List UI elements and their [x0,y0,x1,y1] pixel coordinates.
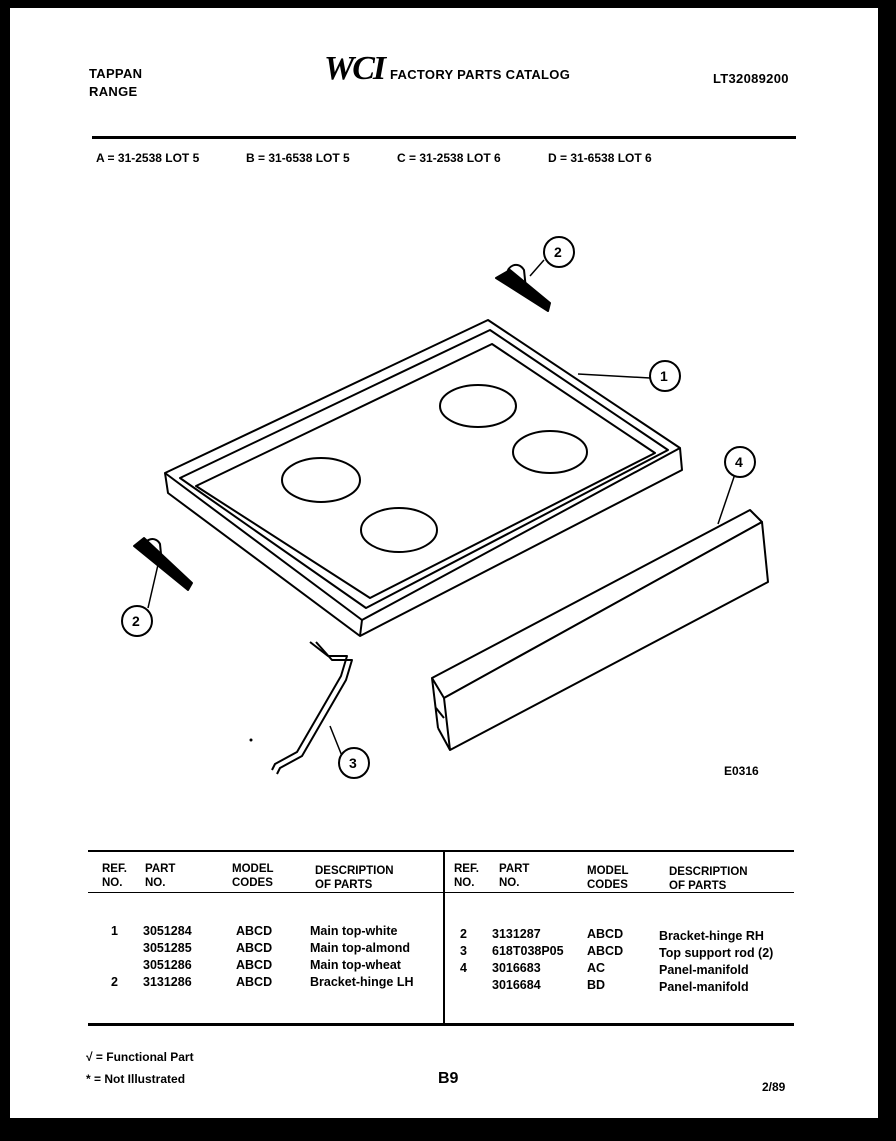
catalog-page [10,8,878,1118]
callout-3: 3 [349,755,357,771]
table-cell [111,957,118,974]
table-bottom-rule [88,1023,794,1026]
table-cell: Bracket-hinge LH [310,975,414,989]
right-desc-column [659,928,773,996]
table-cell: Bracket-hinge RH [659,929,764,943]
bracket-hinge-rh-drawing [496,265,550,311]
lot-a: A = 31-2538 LOT 5 [96,151,200,165]
table-cell: AC [587,961,606,975]
table-cell: 3016684 [492,978,541,992]
model-number: LT32089200 [713,71,789,86]
lot-b: B = 31-6538 LOT 5 [246,151,350,165]
brand-line-1: TAPPAN [89,66,143,81]
left-codes-column [236,923,272,991]
figure-code: E0316 [724,764,759,778]
header-model-codes-left: MODEL CODES [232,863,274,889]
top-support-rod-drawing [272,642,352,774]
catalog-date: 2/89 [762,1080,786,1094]
right-part-column [492,926,564,994]
table-cell: ABCD [236,958,273,972]
header-part-no-left: PART NO. [145,863,176,889]
lot-d: D = 31-6538 LOT 6 [548,151,652,165]
header-part-no-right: PART NO. [499,863,530,889]
brand-line-2: RANGE [89,84,138,99]
wci-logo: WCI [324,50,385,87]
catalog-title: FACTORY PARTS CATALOG [390,67,571,82]
table-cell: 1 [111,924,118,938]
table-cell: ABCD [236,975,273,989]
table-cell: Main top-wheat [310,958,401,972]
header-model-codes-right: MODEL CODES [587,865,629,891]
table-cell: Panel-manifold [659,963,749,977]
table-cell: 2 [111,975,118,989]
callout-2-left: 2 [132,613,140,629]
right-ref-column [460,926,467,994]
table-cell: ABCD [236,924,273,938]
table-cell: 3 [460,944,467,958]
table-cell: Main top-white [310,924,398,938]
table-cell: Top support rod (2) [659,946,774,960]
right-codes-column [587,926,623,994]
header-description-right: DESCRIPTION OF PARTS [669,866,748,892]
table-header-rule-left [88,892,443,893]
table-cell: 3051286 [143,958,192,972]
bracket-hinge-lh-drawing [134,538,192,590]
table-cell: 4 [460,961,467,975]
table-cell: BD [587,978,606,992]
table-cell: ABCD [587,944,624,958]
legend-not-illustrated: * = Not Illustrated [86,1072,186,1086]
table-cell: 618T038P05 [492,944,564,958]
callout-4: 4 [735,454,743,470]
table-cell: ABCD [236,941,273,955]
table-cell: 3131286 [143,975,192,989]
table-cell [111,940,118,957]
legend-functional-part: √ = Functional Part [86,1050,194,1064]
table-cell: Main top-almond [310,941,410,955]
left-part-column [143,923,192,991]
table-cell: Panel-manifold [659,980,749,994]
header-ref-no-right: REF. NO. [454,863,479,889]
table-cell: 2 [460,927,467,941]
page-code: B9 [438,1070,459,1087]
lot-c: C = 31-2538 LOT 6 [397,151,501,165]
table-cell: 3131287 [492,927,541,941]
header-ref-no-left: REF. NO. [102,863,127,889]
table-cell [460,977,467,994]
left-desc-column [310,923,414,991]
table-cell: 3051285 [143,941,192,955]
exploded-parts-diagram [10,8,878,808]
table-top-rule [88,850,794,852]
table-divider [443,852,445,1024]
header-description-left: DESCRIPTION OF PARTS [315,865,394,891]
callout-2-top: 2 [554,244,562,260]
table-cell: 3016683 [492,961,541,975]
callout-1: 1 [660,368,668,384]
left-ref-column [111,923,118,991]
table-cell: 3051284 [143,924,192,938]
table-cell: ABCD [587,927,624,941]
